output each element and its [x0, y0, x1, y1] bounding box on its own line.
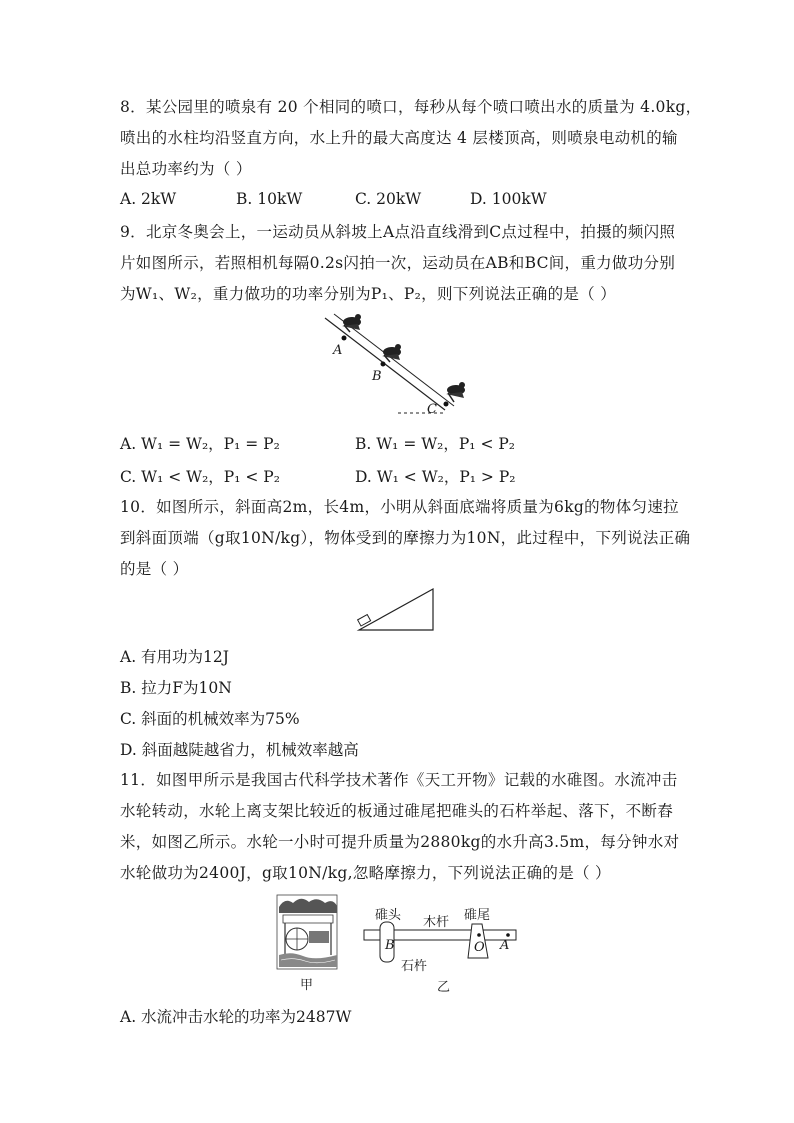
- label-wooden-rod: 木杆: [423, 915, 450, 930]
- q8-option-a: A. 2kW: [120, 190, 177, 208]
- figure-yi-caption: 乙: [437, 980, 451, 995]
- q8-option-b: B. 10kW: [236, 190, 303, 208]
- q9-label-c: C: [427, 402, 437, 417]
- skier-a-figure: [342, 314, 361, 332]
- skier-c-figure: [446, 382, 465, 402]
- q10-option-b: B. 拉力F为10N: [120, 679, 232, 697]
- q9-option-d: D. W₁ < W₂，P₁ > P₂: [355, 468, 516, 486]
- water-mill-woodcut-figure: [275, 893, 341, 971]
- skier-b-figure: [382, 344, 401, 362]
- q10-line-1: 10．如图所示，斜面高2m，长4m，小明从斜面底端将质量为6kg的物体匀速拉: [120, 498, 679, 516]
- q9-option-a: A. W₁ = W₂，P₁ = P₂: [120, 435, 280, 453]
- q9-option-b: B. W₁ = W₂，P₁ < P₂: [355, 435, 516, 453]
- label-a: A: [500, 938, 510, 953]
- q10-option-a: A. 有用功为12J: [120, 648, 229, 666]
- q10-incline-figure: [355, 585, 440, 635]
- q11-option-a: A. 水流冲击水轮的功率为2487W: [120, 1008, 352, 1026]
- label-b: B: [385, 938, 395, 953]
- label-o: O: [474, 940, 485, 955]
- q11-line-4: 水轮做功为2400J，g取10N/kg,忽略摩擦力，下列说法正确的是（ ）: [120, 864, 611, 882]
- point-a-dot: [342, 336, 347, 341]
- q9-line-3: 为W₁、W₂，重力做功的功率分别为P₁、P₂，则下列说法正确的是（ ）: [120, 285, 617, 303]
- point-c-dot: [444, 402, 449, 407]
- q8-line-3: 出总功率约为（ ）: [120, 160, 252, 178]
- q11-line-1: 11．如图甲所示是我国古代科学技术著作《天工开物》记载的水碓图。水流冲击: [120, 771, 678, 789]
- label-tail: 碓尾: [464, 908, 491, 923]
- label-pestle-head: 碓头: [375, 908, 402, 923]
- q9-option-c: C. W₁ < W₂，P₁ < P₂: [120, 468, 280, 486]
- q11-line-3: 米，如图乙所示。水轮一小时可提升质量为2880kg的水升高3.5m，每分钟水对: [120, 833, 680, 851]
- q9-line-2: 片如图所示，若照相机每隔0.2s闪拍一次，运动员在AB和BC间，重力做功分别: [120, 254, 676, 272]
- q8-option-c: C. 20kW: [355, 190, 422, 208]
- point-a-dot: [506, 933, 510, 937]
- q10-line-3: 的是（ ）: [120, 560, 189, 578]
- q8-line-1: 8．某公园里的喷泉有 20 个相同的喷口，每秒从每个喷口喷出水的质量为 4.0kg，: [120, 98, 702, 116]
- q9-line-1: 9．北京冬奥会上，一运动员从斜坡上A点沿直线滑到C点过程中，拍摄的频闪照: [120, 223, 676, 241]
- q8-option-d: D. 100kW: [470, 190, 547, 208]
- figure-jia-caption: 甲: [300, 978, 314, 993]
- q9-slope-figure: [320, 312, 480, 420]
- label-stone-pestle: 石杵: [401, 959, 428, 974]
- q10-line-2: 到斜面顶端（g取10N/kg），物体受到的摩擦力为10N，此过程中，下列说法正确: [120, 529, 691, 547]
- q9-label-a: A: [333, 343, 343, 358]
- pivot-o-dot: [477, 933, 481, 937]
- q8-line-2: 喷出的水柱均沿竖直方向，水上升的最大高度达 4 层楼顶高，则喷泉电动机的输: [120, 129, 678, 147]
- q9-label-b: B: [372, 369, 382, 384]
- q10-option-c: C. 斜面的机械效率为75%: [120, 710, 300, 728]
- point-b-dot: [381, 362, 386, 367]
- q10-option-d: D. 斜面越陡越省力，机械效率越高: [120, 741, 359, 759]
- q11-line-2: 水轮转动，水轮上离支架比较近的板通过碓尾把碓头的石杵举起、落下，不断舂: [120, 802, 674, 820]
- incline-triangle: [359, 589, 433, 630]
